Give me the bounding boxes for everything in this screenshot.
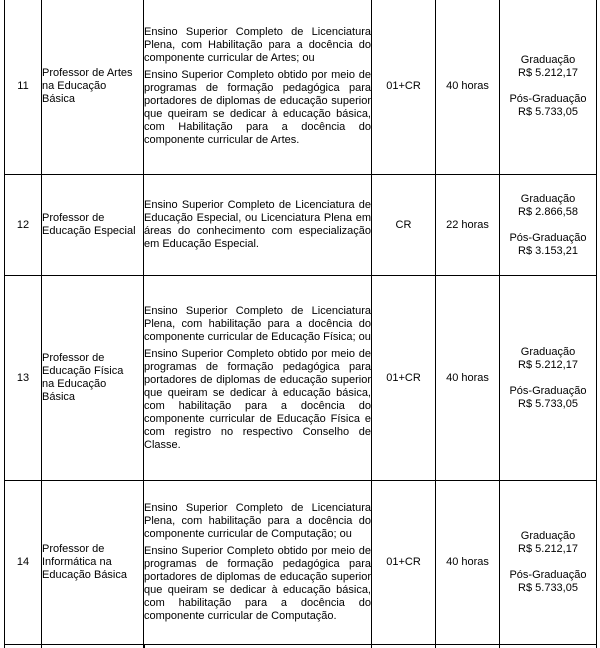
- requisito-paragraph: Ensino Superior Completo obtido por meio de programas de formação pedagógica para portadores de diplomas de educação superior que queiram se dedicar à educação básica, com Habilitação para a docência do componente curricular de Artes.: [144, 69, 371, 146]
- cell-vencimento: [500, 645, 597, 648]
- cell-num: [5, 0, 42, 175]
- vencimento-label: Graduação: [520, 530, 576, 542]
- cargo-line: Professor de: [42, 212, 105, 224]
- cargo-line: Educação Básica: [42, 569, 127, 581]
- vencimento-block: [500, 569, 596, 595]
- cell-vagas: [372, 481, 436, 645]
- cell-carga: [436, 276, 500, 481]
- cargo-line: Educação Especial: [42, 225, 136, 237]
- row-number: 14: [16, 556, 30, 568]
- cell-requisitos: [144, 175, 372, 276]
- requisito-paragraph: Ensino Superior Completo obtido por meio de programas de formação pedagógica para portadores de diplomas de educação superior que queiram se dedicar à educação básica, com habilitação para a docência do componente curricular de Computação.: [144, 545, 371, 622]
- vencimento-block: [500, 193, 596, 219]
- cargo-line: Informática na: [42, 556, 112, 568]
- cell-num: [5, 175, 42, 276]
- cell-vagas: [372, 645, 436, 648]
- requisito-paragraph: Ensino Superior Completo de Licenciatura Plena, com habilitação para a docência do componente curricular de Computação; ou: [144, 502, 371, 540]
- cell-vagas: [372, 175, 436, 276]
- cargo-line: Professor de Artes: [42, 67, 133, 79]
- cargo-line: Professor de: [42, 352, 105, 364]
- carga-horaria-value: 40 horas: [446, 371, 489, 384]
- carga-horaria-value: 40 horas: [446, 556, 489, 568]
- cargo-line: Professor de: [42, 543, 105, 555]
- requisito-paragraph: Ensino Superior Completo obtido por meio de programas de formação pedagógica para portadores de diplomas de educação superior que queiram se dedicar à educação básica, com habilitação para a docência do componente curricular de Educação Física e com registro no respectivo Conselho de Classe.: [144, 347, 371, 451]
- cargo-line: na Educação: [42, 378, 107, 390]
- vencimento-block: [500, 232, 596, 258]
- cell-requisitos: [144, 645, 372, 648]
- cell-vencimento: [500, 0, 597, 175]
- requisito-paragraph: Ensino Superior Completo de Licenciatura Plena, com Habilitação para a docência do componente curricular de Artes; ou: [144, 26, 371, 64]
- cargo-line: na Educação: [42, 80, 107, 92]
- vencimento-block: [500, 93, 596, 119]
- vencimento-label: Graduação: [520, 192, 576, 205]
- cell-carga: [436, 175, 500, 276]
- cell-cargo: [42, 481, 144, 645]
- cargo-line: Básica: [42, 391, 76, 403]
- vencimento-block: [500, 54, 596, 80]
- vencimento-label: Pós-Graduação: [509, 93, 587, 105]
- vencimento-label: Graduação: [520, 345, 576, 358]
- cargo-line: Básica: [42, 93, 76, 105]
- cell-requisitos: [144, 276, 372, 481]
- row-number: 13: [16, 371, 30, 384]
- cell-num: [5, 645, 42, 648]
- vencimento-block: [500, 385, 596, 411]
- vencimento-valor: R$ 5.212,17: [518, 67, 578, 79]
- cell-requisitos: [144, 0, 372, 175]
- vencimento-label: Pós-Graduação: [509, 384, 587, 397]
- cell-vencimento: [500, 175, 597, 276]
- cell-vagas: [372, 276, 436, 481]
- vagas-value: CR: [395, 218, 412, 231]
- cargos-table: [4, 0, 597, 648]
- vencimento-valor: R$ 5.212,17: [518, 358, 578, 371]
- cell-cargo: [42, 276, 144, 481]
- table-row: [5, 276, 597, 481]
- table-row-continuation: [5, 645, 597, 648]
- vencimento-block: [500, 530, 596, 556]
- cell-carga: [436, 0, 500, 175]
- vencimento-valor: R$ 5.733,05: [518, 397, 578, 410]
- cell-vencimento: [500, 481, 597, 645]
- cell-requisitos: [144, 481, 372, 645]
- vagas-value: 01+CR: [386, 371, 421, 384]
- vencimento-block: [500, 346, 596, 372]
- cargo-line: Educação Física: [42, 365, 124, 377]
- row-number: 11: [17, 80, 29, 92]
- vencimento-valor: R$ 5.733,05: [518, 582, 578, 594]
- cell-num: [5, 481, 42, 645]
- requisito-paragraph: Ensino Superior Completo de Licenciatura de Educação Especial, ou Licenciatura Plena em áreas do conhecimento com especialização em Educação Especial.: [144, 199, 371, 250]
- cell-num: [5, 276, 42, 481]
- requisito-paragraph: Ensino Superior Completo de Licenciatura Plena, com habilitação para a docência do componente curricular de Educação Física; ou: [144, 304, 371, 343]
- table-row: [5, 481, 597, 645]
- vencimento-valor: R$ 3.153,21: [518, 244, 578, 257]
- cell-carga: [436, 645, 500, 648]
- vagas-value: 01+CR: [386, 556, 421, 568]
- cargos-table-body: [5, 0, 597, 645]
- cell-vencimento: [500, 276, 597, 481]
- vagas-value: 01+CR: [386, 80, 421, 92]
- cell-cargo: [42, 0, 144, 175]
- table-row: [5, 175, 597, 276]
- vencimento-label: Pós-Graduação: [509, 231, 587, 244]
- cell-carga: [436, 481, 500, 645]
- vencimento-valor: R$ 5.733,05: [518, 106, 578, 118]
- carga-horaria-value: 22 horas: [446, 218, 489, 231]
- cell-vagas: [372, 0, 436, 175]
- vencimento-valor: R$ 2.866,58: [518, 205, 578, 218]
- vencimento-label: Pós-Graduação: [509, 569, 587, 581]
- cell-cargo: [42, 645, 144, 648]
- vencimento-valor: R$ 5.212,17: [518, 543, 578, 555]
- carga-horaria-value: 40 horas: [446, 80, 489, 92]
- vencimento-label: Graduação: [520, 54, 576, 66]
- row-number: 12: [16, 218, 30, 231]
- cell-cargo: [42, 175, 144, 276]
- cargos-table-continuation: [5, 645, 597, 648]
- table-row: [5, 0, 597, 175]
